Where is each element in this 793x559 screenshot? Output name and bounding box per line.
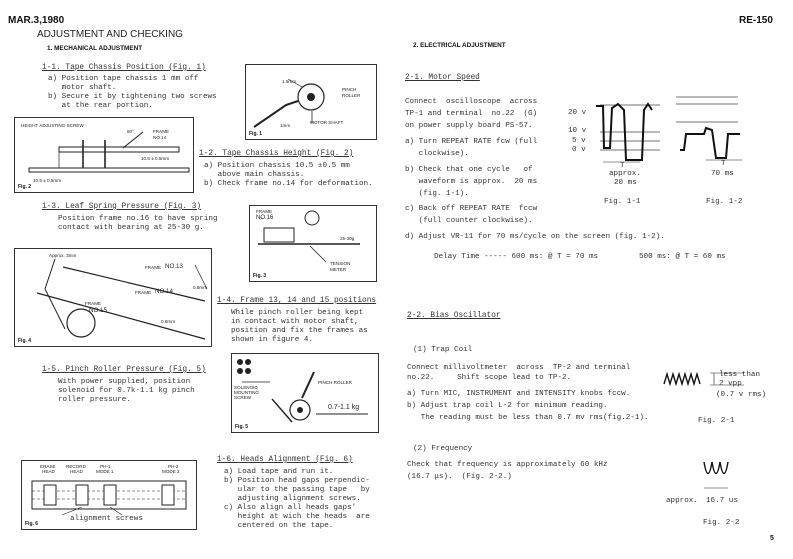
fig2-caption: Fig. 2 (18, 184, 32, 190)
text-frequency-line: (16.7 μs). (Fig. 2-2.) (407, 473, 512, 481)
text-1-6-line: adjusting alignment screws. (224, 495, 361, 503)
text-trap-coil-line: b) Adjust trap coil L-2 for minimum reading. (407, 402, 608, 410)
heading-1-2: 1-2. Tape Chassis Height (Fig. 2) (199, 150, 354, 158)
fig4-frame14-no: NO.14 (155, 288, 173, 295)
section-mechanical-adjustment: 1. MECHANICAL ADJUSTMENT (47, 45, 143, 52)
fig4-frame15-no: NO.15 (89, 307, 107, 314)
delay-time-60: 500 ms: @ T = 60 ms (639, 253, 726, 261)
fig6-mode2-label: MODE 2 (162, 469, 180, 474)
text-2-1-line: on power supply board PS-57. (405, 122, 533, 130)
fig1-gap-label: 1mm (280, 123, 291, 128)
fig2-height-left-label: 10.5 ± 0.5mm (33, 178, 62, 183)
fig6-mode1-label: MODE 1 (96, 469, 114, 474)
text-1-5-line: solenoid for 0.7k-1.1 kg pinch (58, 387, 195, 395)
fig2-frame-label: FRAME (153, 129, 170, 134)
text-1-1-line: at the rear portion. (48, 102, 153, 110)
fig4-frame15-label: FRAME (85, 301, 102, 306)
text-1-1-line: motor shaft. (48, 84, 117, 92)
text-1-2-line: above main chassis. (204, 171, 305, 179)
text-1-4-line: in contact with motor shaft, (231, 318, 359, 326)
heading-1-6: 1-6. Heads Alignment (Fig. 6) (217, 456, 353, 464)
text-1-3-line: contact with bearing at 25-30 g. (58, 224, 204, 232)
fig1-dim-label: 1.5mm (282, 79, 297, 84)
fig11-y-10v: 10 v (568, 127, 587, 135)
text-2-1-step-d: d) Adjust VR-11 for 70 ms/cycle on the screen (fig. 1-2). (405, 233, 665, 241)
heading-frequency: (2) Frequency (413, 445, 473, 453)
fig5-force-label: 0.7-1.1 kg (328, 404, 360, 411)
text-1-5-line: With power supplied, position (58, 378, 191, 386)
heading-2-2: 2-2. Bias Oscillator (407, 312, 501, 320)
text-1-4-line: While pinch roller being kept (231, 309, 364, 317)
fig3-force-label: 25-30g (340, 236, 355, 241)
fig1-caption: Fig. 1 (249, 131, 263, 137)
fig4-gap-a-label: 0.8mm (193, 285, 208, 290)
fig3-tension-label: TENSION (330, 261, 351, 266)
page-number: 5 (770, 535, 774, 542)
text-1-6-line: height at wich the heads are (224, 513, 370, 521)
fig12-caption: Fig. 1-2 (706, 198, 743, 206)
text-trap-coil-line: The reading must be less than 0.7 mv rms(fig.2-1). (407, 414, 649, 422)
model-number: RE-150 (739, 15, 773, 26)
text-2-1-line: (full counter clockwise). (405, 217, 533, 225)
fig21-rms: (0.7 v rms) (716, 391, 767, 399)
fig1-roller-label: ROLLER (342, 93, 361, 98)
fig1-motor-shaft-label: MOTOR SHAFT (310, 120, 344, 125)
text-2-1-line: Connect oscilloscope across (405, 98, 538, 106)
section-electrical-adjustment: 2. ELECTRICAL ADJUSTMENT (413, 42, 506, 49)
heading-1-1: 1-1. Tape Chassis Position (Fig. 1) (42, 64, 206, 72)
fig6-erase-label: ERASE (40, 464, 56, 469)
fig3-caption: Fig. 3 (253, 273, 267, 279)
fig6-ph2-label: PH-2 (168, 464, 179, 469)
text-1-6-line: centered on the tape. (224, 522, 334, 530)
delay-time-70: Delay Time ----- 600 ms: @ T = 70 ms (434, 253, 599, 261)
fig6-alignment-screws-label: alignment screws (70, 515, 143, 523)
fig11-y-20v: 20 v (568, 109, 587, 117)
fig5-screw-label: SCREW (234, 395, 252, 400)
fig5-mounting-label: MOUNTING (234, 390, 260, 395)
waveform-fig-2-2 (704, 462, 728, 474)
text-1-6-line: c) Also align all heads gaps' (224, 504, 357, 512)
text-trap-coil-line: Connect millivoltmeter across TP-2 and terminal (407, 364, 631, 372)
text-1-5-line: roller pressure. (58, 396, 131, 404)
text-1-1-line: b) Secure it by tightening two screws (48, 93, 217, 101)
text-2-1-line: clockwise). (405, 150, 469, 158)
heading-2-1: 2-1. Motor Speed (405, 74, 480, 82)
fig5-caption: Fig. 5 (235, 424, 249, 430)
fig2-angle-label: 80° (127, 129, 134, 134)
fig3-frame-no-label: NO.16 (256, 215, 274, 221)
fig2-screw-label: HEIGHT ADJUSTING SCREW (21, 123, 84, 128)
fig21-less-than: less than (719, 371, 761, 379)
fig22-caption: Fig. 2-2 (703, 519, 740, 527)
fig1-pinch-label: PINCH (342, 87, 357, 92)
text-2-1-line: TP-1 and terminal no.22 (G) (405, 110, 538, 118)
fig2-height-right-label: 10.5 ± 0.5mm (141, 156, 170, 161)
fig6-record-head-label: HEAD (70, 469, 83, 474)
fig6-erase-head-label: HEAD (42, 469, 55, 474)
fig4-caption: Fig. 4 (18, 338, 32, 344)
fig11-approx: approx. (609, 170, 641, 178)
fig11-period-symbol: T (620, 162, 625, 170)
text-1-6-line: b) Position head gaps perpendic- (224, 477, 370, 485)
fig11-y-0v: 0 v (572, 146, 586, 154)
fig4-frame13-label: FRAME (145, 265, 162, 270)
page-title: ADJUSTMENT AND CHECKING (37, 29, 183, 40)
text-2-1-line: waveform is approx. 20 ms (405, 178, 538, 186)
text-2-1-line: c) Back off REPEAT RATE fccw (405, 205, 538, 213)
fig6-record-label: RECORD (66, 464, 86, 469)
fig3-frame-label: FRAME (256, 209, 273, 214)
doc-date: MAR.3,1980 (8, 15, 65, 26)
heading-1-5: 1-5. Pinch Roller Pressure (Fig. 5) (42, 366, 206, 374)
text-2-1-line: (fig. 1-1). (405, 190, 469, 198)
fig22-period-value: 16.7 us (706, 497, 738, 505)
text-frequency-line: Check that frequency is approximately 60 kHz (407, 461, 608, 469)
text-1-6-line: ular to the passing tape by (224, 486, 370, 494)
text-1-3-line: Position frame no.16 to have spring (58, 215, 218, 223)
fig4-gap-b-label: 0.8mm (161, 319, 176, 324)
fig12-period-value: 70 ms (711, 170, 734, 178)
fig6-ph1-label: PH-1 (100, 464, 111, 469)
text-1-2-line: b) Check frame no.14 for deformation. (204, 180, 373, 188)
fig4-frame14-label: FRAME (135, 290, 152, 295)
text-1-1-line: a) Position tape chassis 1 mm off (48, 75, 199, 83)
fig3-meter-label: METER (330, 267, 347, 272)
fig5-pinch-label: PINCH ROLLER (318, 380, 352, 385)
fig2-frame-no-label: NO.14 (153, 135, 167, 140)
fig22-approx: approx. (666, 497, 698, 505)
fig11-period-value: 20 ms (614, 179, 637, 187)
fig11-caption: Fig. 1-1 (604, 198, 641, 206)
fig5-solenoid-label: SOLENOID (234, 385, 258, 390)
heading-1-3: 1-3. Leaf Spring Pressure (Fig. 3) (42, 203, 202, 211)
fig12-period-symbol: T (721, 160, 726, 168)
text-1-2-line: a) Position chassis 10.5 ±0.5 mm (204, 162, 350, 170)
text-1-4-line: position and fix the frames as (231, 327, 368, 335)
fig11-y-5v: 5 v (572, 137, 586, 145)
text-1-4-line: shown in figure 4. (231, 336, 314, 344)
fig6-caption: Fig. 6 (25, 521, 39, 527)
fig4-approx-label: Approx. 3mm (49, 253, 77, 258)
heading-1-4: 1-4. Frame 13, 14 and 15 positions (217, 297, 377, 305)
heading-trap-coil: (1) Trap Coil (413, 346, 473, 354)
fig4-frame13-no: NO.13 (165, 263, 183, 270)
fig21-vpp: 2 vpp (719, 380, 742, 388)
text-trap-coil-line: no.22. Shift scope lead to TP-2. (407, 374, 572, 382)
text-1-6-line: a) Load tape and run it. (224, 468, 334, 476)
text-trap-coil-line: a) Turn MIC, INSTRUMENT and INTENSITY knobs fccw. (407, 390, 631, 398)
fig21-caption: Fig. 2-1 (698, 417, 735, 425)
text-2-1-line: a) Turn REPEAT RATE fcw (full (405, 138, 538, 146)
text-2-1-line: b) Check that one cycle of (405, 166, 533, 174)
